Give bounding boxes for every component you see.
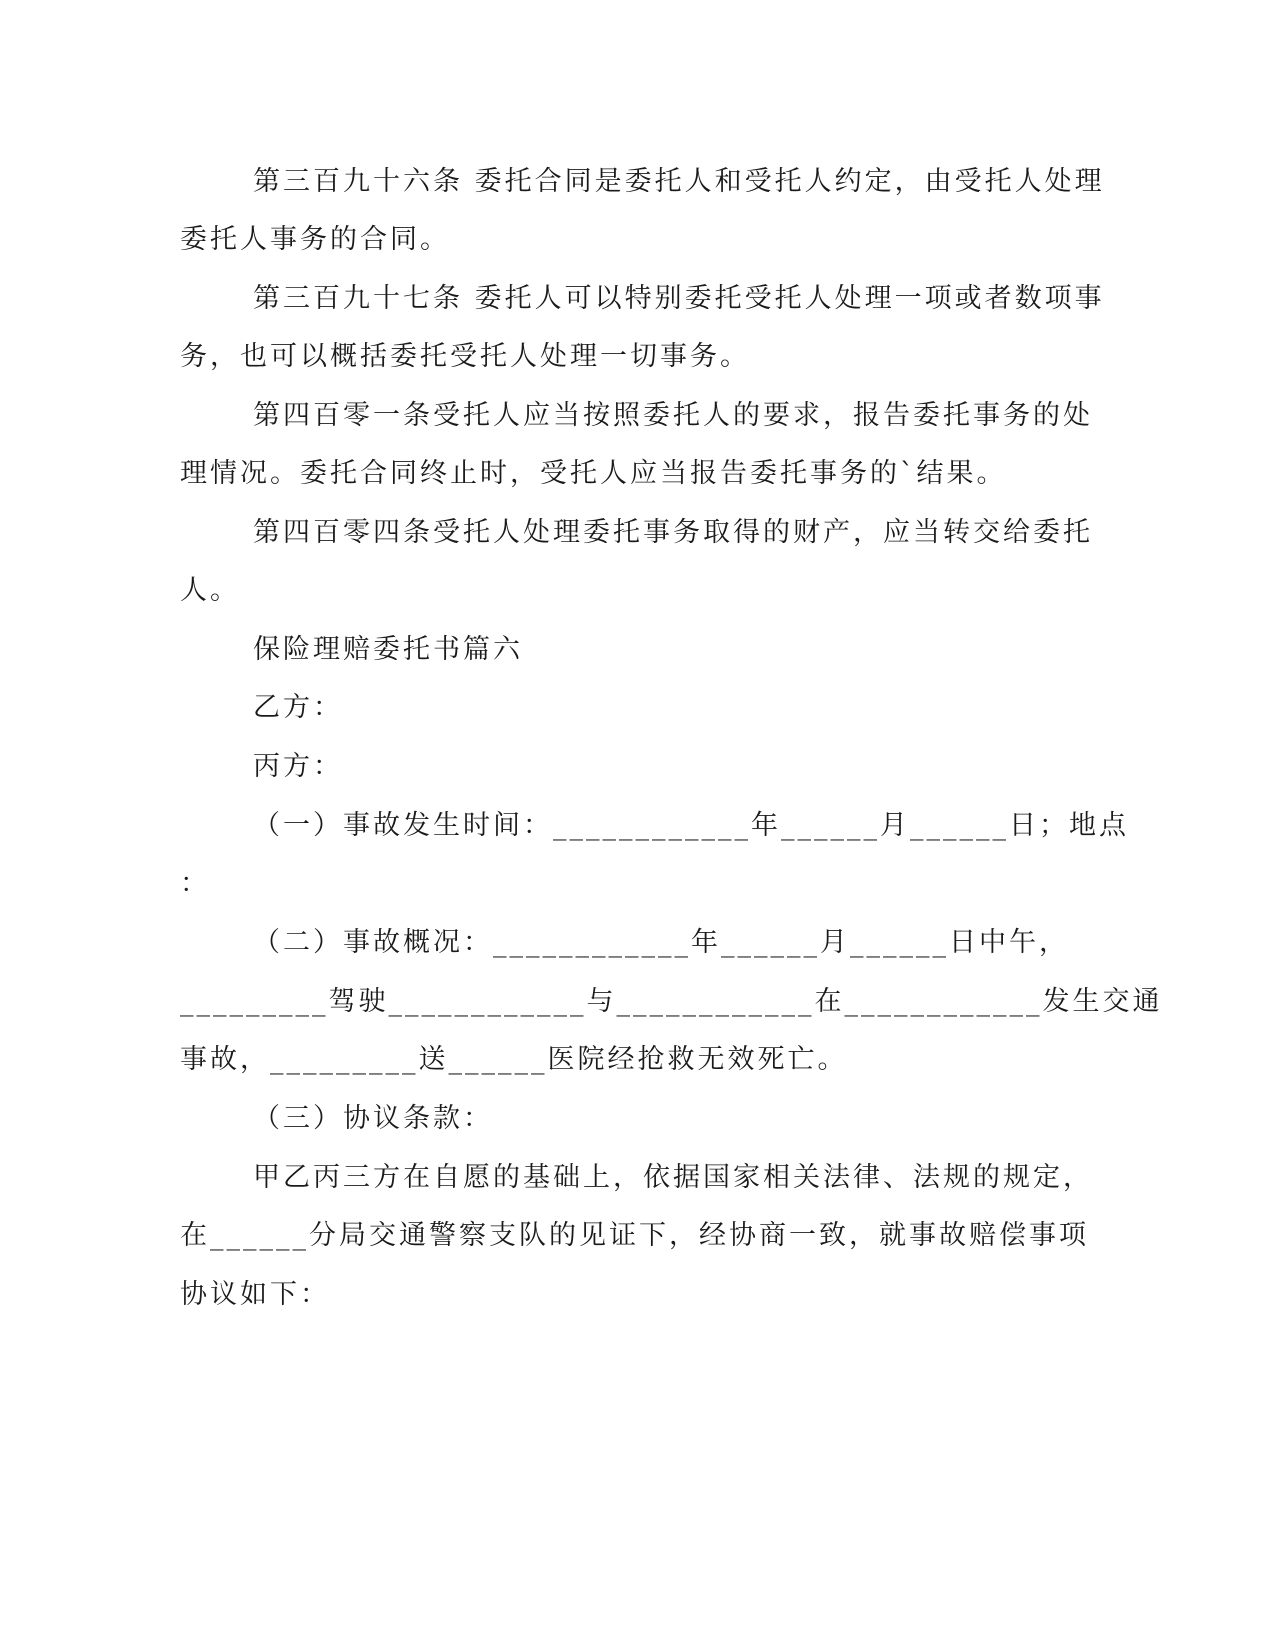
article-401-line-2: 理情况。委托合同终止时，受托人应当报告委托事务的`结果。: [180, 458, 1007, 489]
agreement-paragraph-line-2: 在______分局交通警察支队的见证下，经协商一致，就事故赔偿事项: [180, 1220, 1089, 1251]
agreement-paragraph-line-3: 协议如下：: [180, 1279, 330, 1310]
section-heading: 保险理赔委托书篇六: [253, 634, 523, 665]
party-c-label: 丙方：: [253, 751, 343, 782]
article-397-line-2: 务，也可以概括委托受托人处理一切事务。: [180, 341, 750, 372]
article-397-line-1: 第三百九十七条 委托人可以特别委托受托人处理一项或者数项事: [253, 283, 1105, 314]
agreement-terms-heading: （三）协议条款：: [253, 1103, 493, 1134]
accident-summary-line-2: _________驾驶____________与____________在____________发生交通: [180, 986, 1163, 1017]
accident-time-line-1: （一）事故发生时间：____________年______月______日；地点: [253, 810, 1129, 841]
article-396-line-1: 第三百九十六条 委托合同是委托人和受托人约定，由受托人处理: [253, 166, 1105, 197]
accident-summary-line-1: （二）事故概况：____________年______月______日中午，: [253, 927, 1069, 958]
accident-summary-line-3: 事故，_________送______医院经抢救无效死亡。: [180, 1044, 848, 1075]
article-396-line-2: 委托人事务的合同。: [180, 224, 450, 255]
article-404-line-2: 人。: [180, 575, 240, 606]
party-b-label: 乙方：: [253, 692, 343, 723]
agreement-paragraph-line-1: 甲乙丙三方在自愿的基础上，依据国家相关法律、法规的规定，: [253, 1162, 1093, 1193]
accident-time-line-2: ：: [180, 868, 210, 899]
article-404-line-1: 第四百零四条受托人处理委托事务取得的财产，应当转交给委托: [253, 517, 1093, 548]
article-401-line-1: 第四百零一条受托人应当按照委托人的要求，报告委托事务的处: [253, 400, 1093, 431]
